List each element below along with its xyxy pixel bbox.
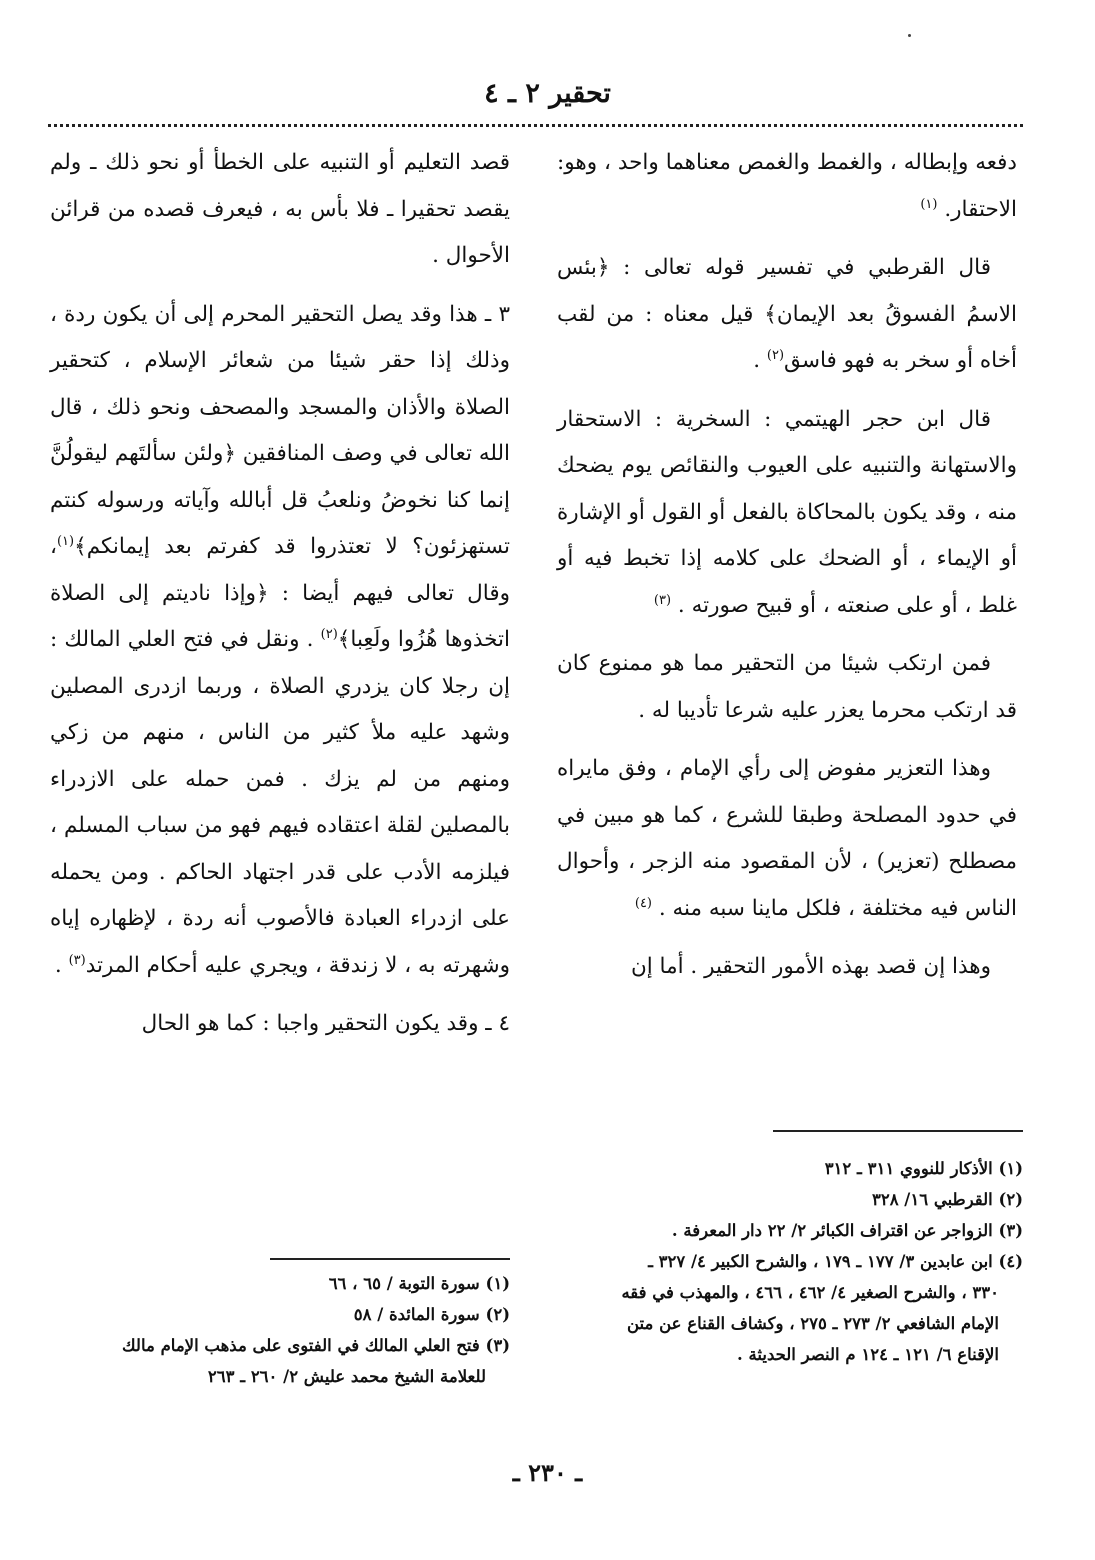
footnote: (٢) القرطبي ١٦/ ٣٢٨ bbox=[871, 1190, 1023, 1209]
footnote-ref[interactable]: (٢) bbox=[766, 347, 785, 363]
right-column bbox=[557, 140, 1017, 1003]
paragraph: وهذا إن قصد بهذه الأمور التحقير . أما إن bbox=[630, 954, 991, 979]
paragraph: ٣ ـ هذا وقد يصل التحقير المحرم إلى أن يكون ردة ، وذلك إذا حقر شيئا من شعائر الإسلام ، كتحقير الصلاة والأذان والمسجد والمصحف ونحو ذلك ، قال الله تعالى في وصف المنافقين ﴿ولئن سألتَهم ليقولُنَّ إنما كنا نخوضُ ونلعبُ قل أبالله وآياته ورسوله كنتم تستهزئون؟ لا تعتذروا قد كفرتم بعد إيمانكم﴾$^{(١)}$، وقال تعالى فيهم أيضا : ﴿وإذا ناديتم إلى الصلاة اتخذوها هُزُوا ولَعِبا﴾$^{(٢)}$ . ونقل في فتح العلي المالك : إن رجلا كان يزدري الصلاة ، وربما ازدرى المصلين وشهد عليه ملأ كثير من الناس ، منهم من زكي ومنهم من لم يزك . فمن حمله على الازدراء بالمصلين لقلة اعتقاده فيهم فهو من سباب المسلم ، فيلزمه الأدب على قدر اجتهاد الحاكم . ومن يحمله على ازدراء العبادة فالأصوب أنه ردة ، لإظهاره إياه وشهرته به ، لا زندقة ، ويجري عليه أحكام المرتد$^{(٣)}$ . bbox=[50, 301, 510, 978]
footnote-ref[interactable]: (٤) bbox=[634, 895, 652, 911]
paragraph: قصد التعليم أو التنبيه على الخطأ أو نحو ذلك ـ ولم يقصد تحقيرا ـ فلا بأس به ، فيعرف قصده من قرائن الأحوال . bbox=[50, 150, 510, 268]
speck-mark bbox=[908, 34, 911, 37]
footnote: (١) الأذكار للنووي ٣١١ ـ ٣١٢ bbox=[824, 1159, 1023, 1178]
page-number: ـ ٢٣٠ ـ bbox=[512, 1458, 583, 1487]
footnote: (٣) فتح العلي المالك في الفتوى على مذهب الإمام مالك bbox=[122, 1336, 510, 1355]
footnote-divider bbox=[270, 1258, 510, 1260]
header-divider bbox=[48, 124, 1023, 127]
paragraph: قال القرطبي في تفسير قوله تعالى : ﴿بئس الاسمُ الفسوقُ بعد الإيمان﴾ قيل معناه : من لقب أخاه أو سخر به فهو فاسق$^{(٢)}$ . bbox=[557, 255, 1017, 373]
footnotes-right bbox=[563, 1153, 1023, 1370]
footnote-ref[interactable]: (٣) bbox=[653, 592, 672, 608]
footnote-ref[interactable]: (١) bbox=[920, 196, 938, 212]
footnote: (٤) ابن عابدين ٣/ ١٧٧ ـ ١٧٩ ، والشرح الكبير ٤/ ٣٢٧ ـ bbox=[648, 1252, 1023, 1271]
paragraph: ٤ ـ وقد يكون التحقير واجبا : كما هو الحال bbox=[141, 1011, 510, 1036]
footnote-divider bbox=[773, 1130, 1023, 1132]
footnote: (٢) سورة المائدة / ٥٨ bbox=[353, 1305, 510, 1324]
footnote-ref[interactable]: (١) bbox=[56, 533, 75, 549]
footnote: (٣) الزواجر عن اقتراف الكبائر ٢/ ٢٢ دار المعرفة . bbox=[671, 1221, 1023, 1240]
paragraph: دفعه وإبطاله ، والغمط والغمص معناهما واحد ، وهو: الاحتقار. $^{(١)}$ bbox=[557, 150, 1017, 222]
footnote-ref[interactable]: (٣) bbox=[68, 952, 86, 968]
footnote-ref[interactable]: (٢) bbox=[320, 626, 338, 642]
footnote-continuation: للعلامة الشيخ محمد عليش ٢/ ٢٦٠ ـ ٢٦٣ bbox=[207, 1367, 486, 1386]
footnote-continuation: الإقناع ٦/ ١٢١ ـ ١٢٤ م النصر الحديثة . bbox=[737, 1345, 999, 1364]
footnote-continuation: الإمام الشافعي ٢/ ٢٧٣ ـ ٢٧٥ ، وكشاف القناع عن متن bbox=[626, 1314, 999, 1333]
paragraph: قال ابن حجر الهيتمي : السخرية : الاستحقار والاستهانة والتنبيه على العيوب والنقائص يوم يضحك منه ، وقد يكون بالمحاكاة بالفعل أو القول أو الإشارة أو الإيماء ، أو الضحك على كلامه إذا تخبط فيه أو غلط ، أو على صنعته ، أو قبيح صورته . $^{(٣)}$ bbox=[557, 406, 1017, 618]
left-column bbox=[50, 140, 510, 1060]
footnote-continuation: ٣٣٠ ، والشرح الصغير ٤/ ٤٦٢ ، ٤٦٦ ، والمهذب في فقه bbox=[621, 1283, 999, 1302]
footnote: (١) سورة التوبة / ٦٥ ، ٦٦ bbox=[328, 1274, 510, 1293]
paragraph: فمن ارتكب شيئا من التحقير مما هو ممنوع كان قد ارتكب محرما يعزر عليه شرعا تأديبا له . bbox=[557, 651, 1017, 723]
footnotes-left bbox=[55, 1268, 510, 1392]
paragraph: وهذا التعزير مفوض إلى رأي الإمام ، وفق مايراه في حدود المصلحة وطبقا للشرع ، كما هو مبين في مصطلح (تعزير) ، لأن المقصود منه الزجر ، وأحوال الناس فيه مختلفة ، فلكل ماينا سبه منه . $^{(٤)}$ bbox=[557, 756, 1017, 921]
page-title: تحقير ٢ ـ ٤ bbox=[484, 78, 611, 109]
